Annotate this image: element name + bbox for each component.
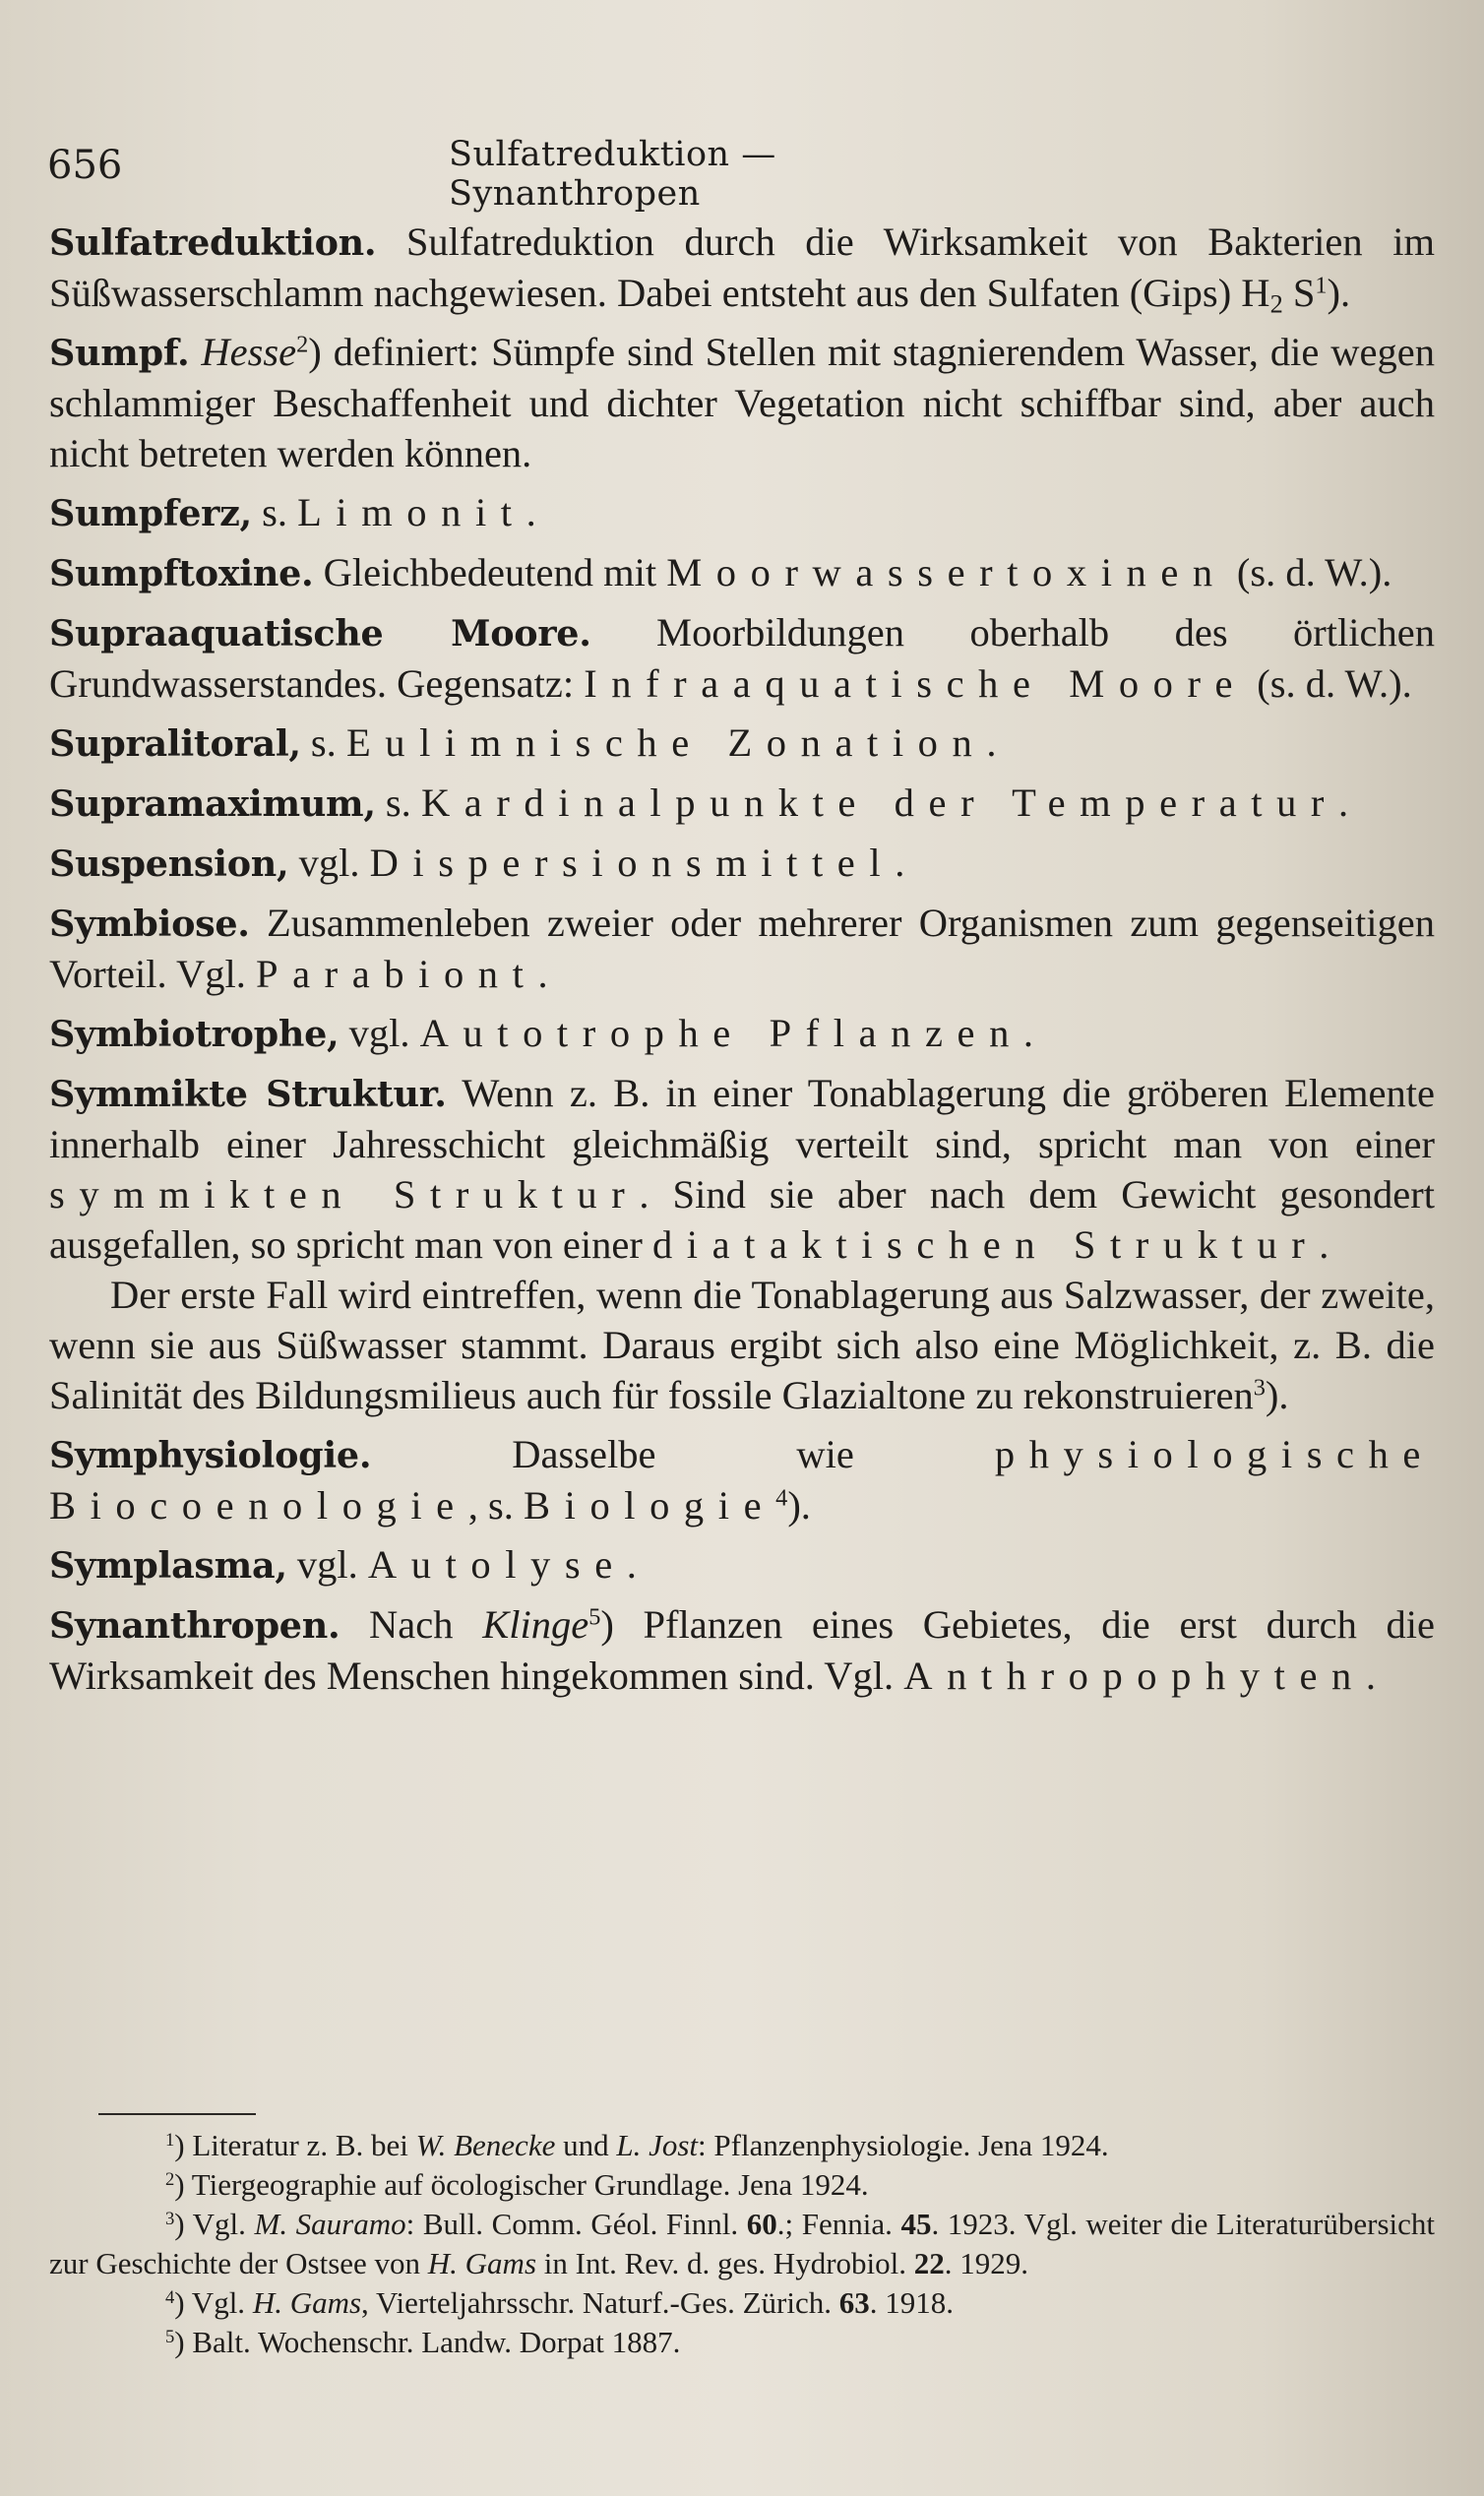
entry-sulfatreduktion: Sulfatreduktion. Sulfatreduktion durch die Wirksamkeit von Bakterien im Süßwasserschlamm nachgewiesen. Dabei entsteht aus den Sulfaten (Gips) $H_2$ $S^1$). xyxy=(49,219,1435,319)
cross-reference: symmikten Struktur xyxy=(49,1172,640,1217)
entry-symphysiologie: Symphysiologie. Dasselbe wie physiologische Biocoenologie, s. Biologie$^4$). xyxy=(49,1432,1435,1528)
author-name: Klinge xyxy=(482,1602,589,1647)
entry-paragraph: Der erste Fall wird eintreffen, wenn die Tonablagerung aus Salzwasser, der zweite, wenn sie aus Süßwasser stammt. Daraus ergibt sich also eine Möglichkeit, z. B. die Salinität des Bildungsmilieus auch für fossile Glazialtone zu rekonstruieren$^3$). xyxy=(49,1273,1435,1417)
footnote-ref: 3 xyxy=(1253,1374,1266,1402)
footnote-4: $^4$) Vgl. H. Gams, Vierteljahrsschr. Naturf.-Ges. Zürich. 63. 1918. xyxy=(165,2285,954,2320)
author-name: Hesse xyxy=(201,330,297,374)
footnote-1: $^1$) Literatur z. B. bei W. Benecke und L. Jost: Pflanzenphysiologie. Jena 1924. xyxy=(165,2128,1109,2162)
entry-symplasma: Symplasma, vgl. Autolyse. xyxy=(49,1542,637,1587)
cross-reference: Autotrophe Pflanzen xyxy=(419,1011,1023,1055)
footnote-3: $^3$) Vgl. M. Sauramo: Bull. Comm. Géol. Finnl. 60.; Fennia. 45. 1923. Vgl. weiter die Literaturübersicht zur Geschichte der Ostsee von H. Gams in Int. Rev. d. ges. Hydrobiol. 22. 1929. xyxy=(49,2207,1435,2280)
cross-reference: Kardinalpunkte der Temperatur xyxy=(420,780,1338,825)
entry-term: Symmikte Struktur. xyxy=(49,1073,447,1115)
entry-sumpftoxine: Sumpftoxine. Gleichbedeutend mit Moorwassertoxinen (s. d. W.). xyxy=(49,550,1392,594)
footnotes xyxy=(49,2126,1435,2362)
footnote-ref: 5 xyxy=(588,1603,601,1631)
cross-reference: Dispersionsmittel xyxy=(369,841,896,885)
entry-term: Supraaquatische Moore. xyxy=(49,612,591,655)
cross-reference: Infraaquatische Moore xyxy=(584,661,1248,706)
entry-suspension: Suspension, vgl. Dispersionsmittel. xyxy=(49,841,905,885)
entry-term: Sumpf. xyxy=(49,332,190,374)
cross-reference: Biologie xyxy=(524,1483,776,1528)
entry-term: Supralitoral, xyxy=(49,722,301,765)
entry-sumpferz: Sumpferz, s. Limonit. xyxy=(49,490,536,534)
cross-reference: Eulimnische Zonation xyxy=(345,720,987,765)
entry-synanthropen: Synanthropen. Nach Klinge$^5$) Pflanzen eines Gebietes, die erst durch die Wirksamkeit des Menschen hingekommen sind. Vgl. Anthropophyten. xyxy=(49,1602,1435,1698)
running-title: Sulfatreduktion — Synanthropen xyxy=(449,135,776,214)
cross-reference: Parabiont xyxy=(256,952,538,996)
dictionary-body xyxy=(49,217,1435,1710)
entry-supramaximum: Supramaximum, s. Kardinalpunkte der Temperatur. xyxy=(49,780,1349,825)
entry-supralitoral: Supralitoral, s. Eulimnische Zonation. xyxy=(49,720,997,765)
footnote-ref: 2 xyxy=(296,331,309,358)
entry-term: Symbiotrophe, xyxy=(49,1013,340,1055)
cross-reference: Moorwassertoxinen xyxy=(666,550,1227,594)
page-header xyxy=(47,123,1031,214)
entry-symbiotrophe: Symbiotrophe, vgl. Autotrophe Pflanzen. xyxy=(49,1011,1034,1055)
entry-sumpf: Sumpf. Hesse$^2$) definiert: Sümpfe sind Stellen mit stagnierendem Wasser, die wegen schlammiger Beschaffenheit und dichter Vegetation nicht schiffbar sind, aber auch nicht betreten werden können. xyxy=(49,330,1435,475)
footnote-ref: 4 xyxy=(775,1484,788,1512)
entry-supraaquatische-moore: Supraaquatische Moore. Moorbildungen oberhalb des örtlichen Grundwasserstandes. Gegensatz: Infraaquatische Moore (s. d. W.). xyxy=(49,610,1435,706)
cross-reference: physiologische Biocoenologie xyxy=(49,1432,1435,1528)
cross-reference: Limonit xyxy=(297,490,526,534)
entry-term: Synanthropen. xyxy=(49,1604,340,1647)
footnote-ref: 1 xyxy=(1315,272,1328,299)
entry-term: Symplasma, xyxy=(49,1544,287,1587)
entry-term: Symphysiologie. xyxy=(49,1434,372,1476)
entry-term: Sumpftoxine. xyxy=(49,552,314,594)
entry-term: Supramaximum, xyxy=(49,782,376,825)
entry-term: Suspension, xyxy=(49,842,289,885)
entry-term: Sulfatreduktion. xyxy=(49,221,377,264)
entry-symbiose: Symbiose. Zusammenleben zweier oder mehrerer Organismen zum gegenseitigen Vorteil. Vgl. Parabiont. xyxy=(49,901,1435,996)
cross-reference: Autolyse xyxy=(367,1542,627,1587)
cross-reference: diataktischen Struktur xyxy=(651,1222,1320,1267)
footnote-5: $^5$) Balt. Wochenschr. Landw. Dorpat 1887. xyxy=(165,2325,681,2359)
footnote-separator xyxy=(98,2113,256,2115)
entry-symmikte-struktur: Symmikte Struktur. Wenn z. B. in einer Tonablagerung die gröberen Elemente innerhalb einer Jahresschicht gleichmäßig verteilt sind, spricht man von einer symmikten Struktur. Sind sie aber nach dem Gewicht gesondert ausgefallen, so spricht man von einer diataktischen Struktur. Der erste Fall wird eintreffen, wenn die Tonablagerung aus Salzwasser, der zweite, wenn sie aus Süßwasser stammt. Daraus ergibt sich also eine Möglichkeit, z. B. die Salinität des Bildungsmilieus auch für fossile Glazialtone zu rekonstruieren$^3$). xyxy=(49,1068,1435,1420)
cross-reference: Anthropophyten xyxy=(903,1654,1366,1698)
footnote-2: $^2$) Tiergeographie auf öcologischer Grundlage. Jena 1924. xyxy=(165,2167,869,2202)
entry-term: Sumpferz, xyxy=(49,492,252,534)
page-number: 656 xyxy=(47,143,123,188)
entry-term: Symbiose. xyxy=(49,903,250,945)
